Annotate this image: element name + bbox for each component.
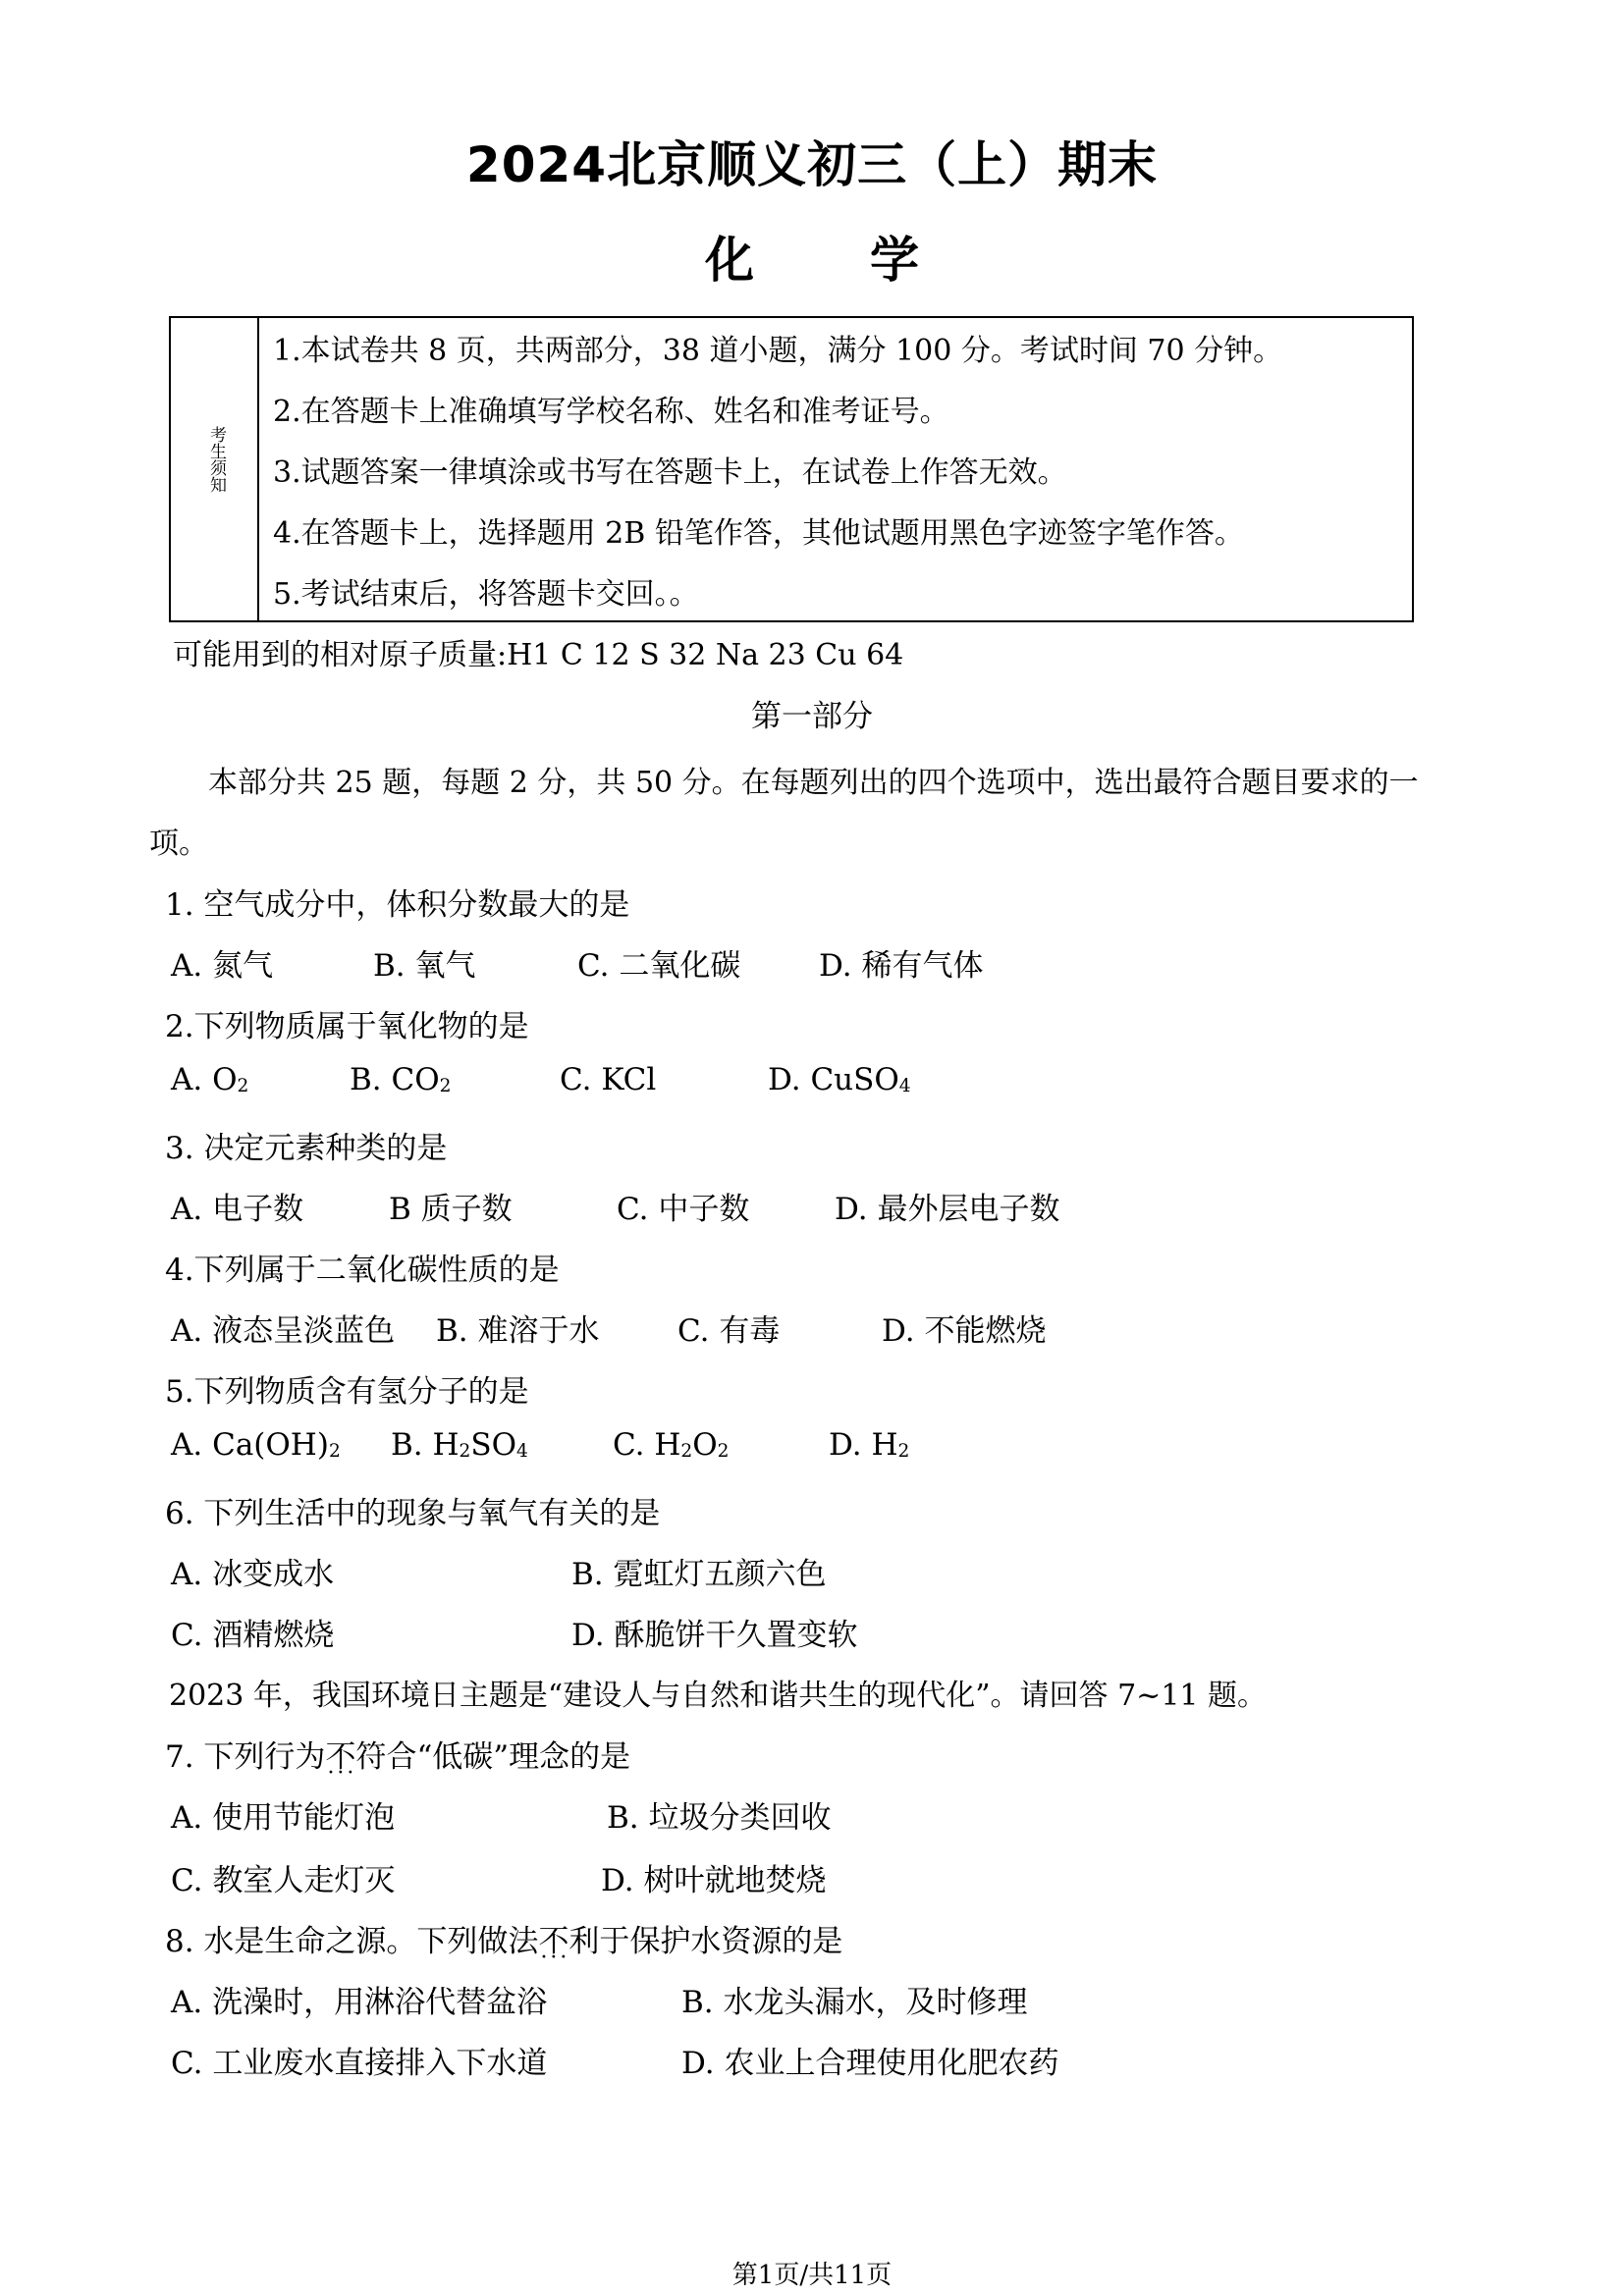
notice-item-3: 3.试题答案一律填涂或书写在答题卡上，在试卷上作答无效。 [273, 455, 1067, 490]
question-6-stem: 6. 下列生活中的现象与氧气有关的是 [165, 1496, 661, 1531]
question-2-option-b: B. $CO_2$ [350, 1062, 452, 1097]
question-5-stem: 5.下列物质含有氢分子的是 [165, 1374, 529, 1410]
notice-item-1: 1.本试卷共 8 页，共两部分，38 道小题，满分 100 分。考试时间 70 分钟。 [273, 334, 1283, 368]
context-text: 2023 年，我国环境日主题是“建设人与自然和谐共生的现代化”。请回答 7~11 题。 [169, 1679, 1268, 1713]
question-7-option-a: A. 使用节能灯泡 [171, 1800, 396, 1836]
part-intro-line-2: 项。 [149, 827, 208, 861]
question-4-option-d: D. 不能燃烧 [882, 1313, 1047, 1349]
question-4-option-c: C. 有毒 [677, 1313, 781, 1349]
part-intro-line-1: 本部分共 25 题，每题 2 分，共 50 分。在每题列出的四个选项中，选出最符合题目要求的一 [208, 766, 1419, 800]
question-3-option-d: D. 最外层电子数 [835, 1192, 1060, 1227]
question-6-option-a: A. 冰变成水 [171, 1557, 335, 1592]
question-2-stem: 2.下列物质属于氧化物的是 [165, 1009, 529, 1044]
question-4-option-a: A. 液态呈淡蓝色 [171, 1313, 396, 1349]
question-8-option-b: B. 水龙头漏水，及时修理 [681, 1985, 1028, 2020]
question-1-option-c: C. 二氧化碳 [577, 948, 741, 984]
notice-item-2: 2.在答题卡上准确填写学校名称、姓名和准考证号。 [273, 395, 949, 429]
notice-item-5: 5.考试结束后，将答题卡交回。。 [273, 577, 699, 612]
notice-label: 考生须知 [206, 426, 226, 493]
question-7-option-d: D. 树叶就地焚烧 [601, 1863, 827, 1898]
question-7-option-c: C. 教室人走灯灭 [171, 1863, 396, 1898]
question-5-option-a: A. $Ca(OH)_2$ [171, 1427, 341, 1463]
question-4-stem: 4.下列属于二氧化碳性质的是 [165, 1253, 560, 1288]
question-8-option-d: D. 农业上合理使用化肥农药 [681, 2046, 1059, 2081]
question-6-option-c: C. 酒精燃烧 [171, 1618, 335, 1653]
question-2-option-d: D. CuSO$_4$ [768, 1062, 911, 1097]
question-1-option-d: D. 稀有气体 [819, 948, 984, 984]
notice-label-cell [171, 318, 259, 620]
question-3-option-a: A. 电子数 [171, 1192, 304, 1227]
question-1-option-b: B. 氧气 [373, 948, 476, 984]
atomic-masses: 可能用到的相对原子质量:H1 C 12 S 32 Na 23 Cu 64 [173, 638, 904, 672]
question-3-option-b: B 质子数 [389, 1192, 513, 1227]
notice-box [169, 316, 1414, 622]
notice-item-4: 4.在答题卡上，选择题用 2B 铅笔作答，其他试题用黑色字迹签字笔作答。 [273, 516, 1244, 551]
emphasis-dots: 不利于 · · · [538, 1916, 629, 1960]
question-8-option-a: A. 洗澡时，用淋浴代替盆浴 [171, 1985, 548, 2020]
question-1-stem: 1. 空气成分中，体积分数最大的是 [165, 887, 630, 923]
question-1-option-a: A. 氮气 [171, 948, 274, 984]
question-8-stem: 8. 水是生命之源。下列做法不利于 · · ·保护水资源的是 [165, 1916, 842, 1960]
question-3-stem: 3. 决定元素种类的是 [165, 1131, 448, 1166]
page-footer: 第1页/共11页 [731, 2261, 893, 2290]
subject-char-1: 化 [705, 232, 754, 289]
question-5-option-b: B. $H_2SO_4$ [391, 1427, 528, 1463]
question-7-stem: 7. 下列行为不符合 · · ·“低碳”理念的是 [165, 1732, 630, 1776]
question-2-option-c: C. KCl [560, 1062, 657, 1097]
question-5-option-c: C. $H_2O_2$ [613, 1427, 730, 1463]
question-8-option-c: C. 工业废水直接排入下水道 [171, 2046, 548, 2081]
question-5-option-d: D. $H_2$ [829, 1427, 910, 1463]
question-7-option-b: B. 垃圾分类回收 [607, 1800, 832, 1836]
emphasis-dots: 不符合 · · · [325, 1732, 416, 1776]
part-heading: 第一部分 [751, 699, 873, 734]
question-4-option-b: B. 难溶于水 [436, 1313, 600, 1349]
subject-title [0, 221, 1624, 292]
question-2-option-a: A. $O_2$ [171, 1062, 249, 1097]
question-6-option-d: D. 酥脆饼干久置变软 [571, 1618, 858, 1653]
page-title: 2024北京顺义初三（上）期末 [465, 136, 1159, 193]
question-3-option-c: C. 中子数 [617, 1192, 750, 1227]
subject-char-2: 学 [870, 232, 919, 289]
question-6-option-b: B. 霓虹灯五颜六色 [571, 1557, 827, 1592]
